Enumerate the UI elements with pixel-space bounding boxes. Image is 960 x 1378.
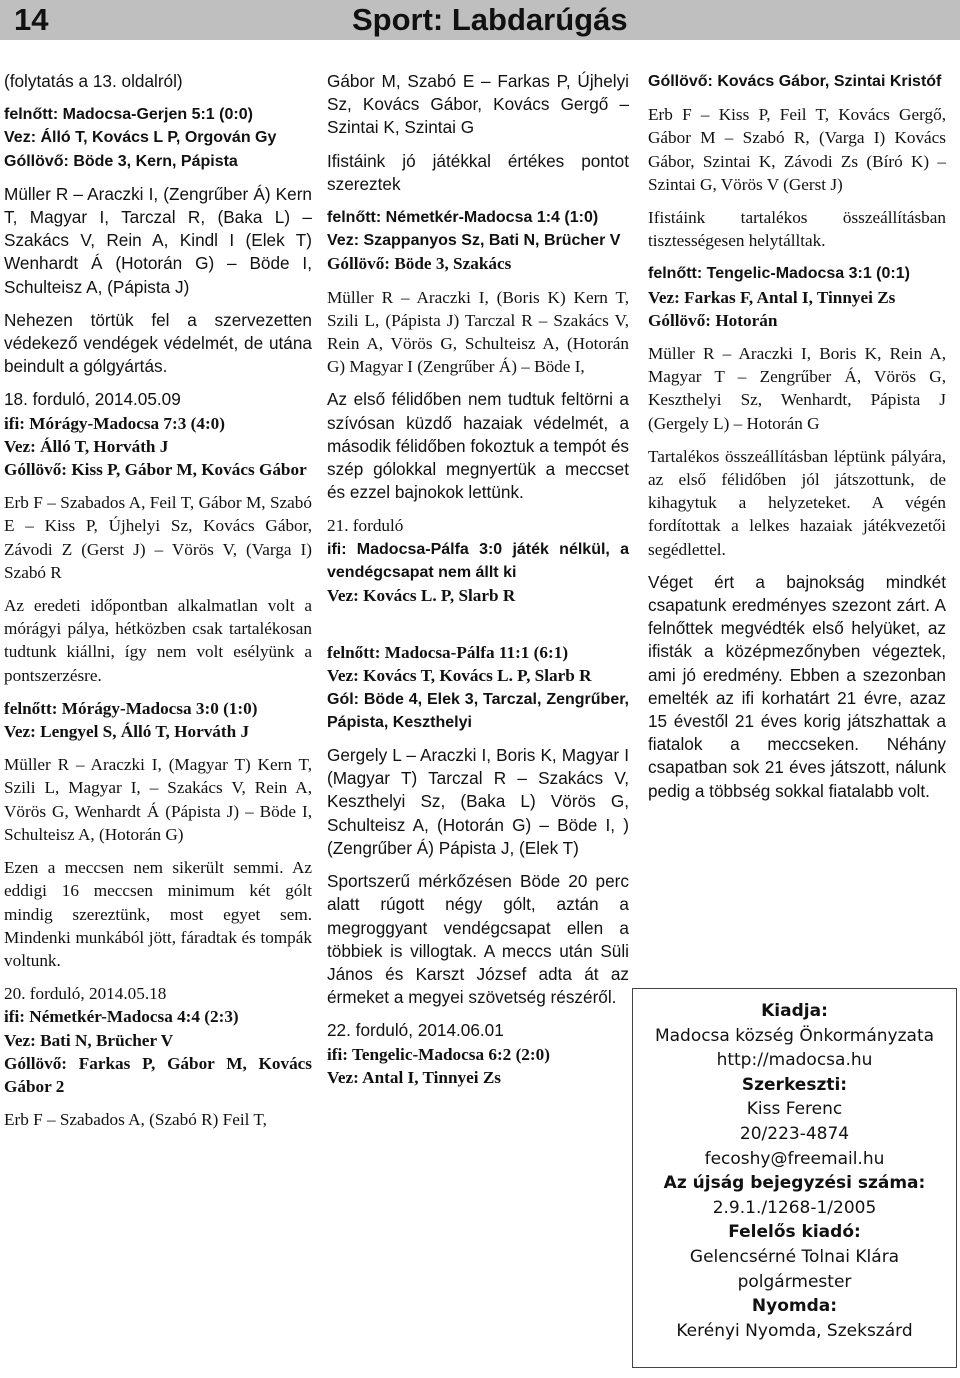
- match-report: [648, 70, 946, 93]
- match-report: [327, 514, 629, 607]
- match-title: felnőtt: Németkér-Madocsa 1:4 (1:0): [327, 209, 599, 227]
- responsible-publisher-label: Felelős kiadó:: [728, 1222, 861, 1243]
- referees: Vez: Antal I, Tinnyei Zs: [327, 1067, 501, 1087]
- lineup: Erb F – Szabados A, Feil T, Gábor M, Szabó E – Kiss P, Újhelyi Sz, Kovács Gábor, Závodi Z (Gerst J) – Vörös V, (Varga I) Szabó R: [4, 493, 312, 582]
- phone-number: 20/223-4874: [739, 1123, 850, 1144]
- lineup: Erb F – Kiss P, Feil T, Kovács Gergő, Gábor M – Szabó R, (Varga I) Kovács Gábor, Szintai K, Závodi Zs (Bíró K) – Szintai G, Vörös V (Gerst J): [648, 105, 946, 194]
- match-note: Sportszerű mérkőzésen Böde 20 perc alatt rúgott négy gólt, aztán a megroggyant vendégcsapat ellen a többiek is villogtak. A meccs után Süli János és Karszt József adta át az érmeket a megyei szövetség részéről.: [327, 871, 629, 1008]
- referees: Vez: Álló T, Horváth J: [4, 436, 169, 456]
- match-title: ifi: Tengelic-Madocsa 6:2 (2:0): [327, 1044, 550, 1064]
- referees: Vez: Kovács L. P, Slarb R: [327, 586, 516, 606]
- printer-name: Kerényi Nyomda, Szekszárd: [676, 1320, 913, 1341]
- goal-scorers: Góllövő: Böde 3, Kern, Pápista: [4, 152, 238, 170]
- responsible-publisher-name: Gelencsérné Tolnai Klára: [689, 1246, 900, 1267]
- goal-scorers: Góllövő: Kovács Gábor, Szintai Kristóf: [648, 73, 942, 90]
- responsible-publisher-title: polgármester: [737, 1271, 852, 1292]
- match-title: felnőtt: Madocsa-Pálfa 11:1 (6:1): [327, 643, 569, 663]
- referees: Vez: Farkas F, Antal I, Tinnyei Zs: [648, 287, 896, 307]
- referees: Vez: Szappanyos Sz, Bati N, Brücher V: [327, 232, 621, 250]
- match-note: Nehezen törtük fel a szervezetten védekező vendégek védelmét, de utána beindult a gólgyártás.: [4, 309, 312, 377]
- match-report: [4, 982, 312, 1098]
- goal-scorers: Góllövő: Kiss P, Gábor M, Kovács Gábor: [4, 460, 307, 480]
- referees: Vez: Bati N, Brücher V: [4, 1030, 174, 1050]
- publisher: Madocsa község Önkormányzata: [654, 1025, 935, 1046]
- match-note: Ifistáink jó játékkal értékes pontot szereztek: [327, 150, 629, 194]
- referees: Vez: Álló T, Kovács L P, Orgován Gy: [4, 129, 277, 147]
- lineup: Müller R – Araczki I, Boris K, Rein A, Magyar T – Zengrűber Á, Vörös G, Keszthelyi Sz, Wenhardt, Pápista J (Gergely L) – Hotorán G: [648, 344, 946, 433]
- match-report: [327, 1019, 629, 1089]
- editor-label: Szerkeszti:: [741, 1074, 848, 1095]
- season-summary: Véget ért a bajnokság mindkét csapatunk eredményes szezont zárt. A felnőttek megvédték első helyüket, az ifisták a középmezőnyben végeztek, ami jó eredmény. Ebben a szezonban emelték az ifi korhatárt 21 évre, azaz 15 évestől 21 éves korig játszhattak a fiatalok a meccseken. Néhány csapatban sok 21 éves játszott, nálunk pedig a többség sokkal fiatalabb volt.: [648, 571, 946, 801]
- goal-scorers: Góllövő: Farkas P, Gábor M, Kovács Gábor 2: [4, 1053, 312, 1096]
- match-note: Az eredeti időpontban alkalmatlan volt a mórágyi pálya, hétközben csak tartalékosan tudtunk kiállni, így nem volt esélyünk a pontszerzésre.: [4, 596, 312, 685]
- email-address: fecoshy@freemail.hu: [704, 1148, 885, 1169]
- match-title: ifi: Mórágy-Madocsa 7:3 (4:0): [4, 413, 225, 433]
- match-title: felnőtt: Madocsa-Gerjen 5:1 (0:0): [4, 106, 253, 124]
- column-1: [4, 70, 312, 1131]
- website-url: http://madocsa.hu: [716, 1050, 873, 1071]
- match-title: felnőtt: Mórágy-Madocsa 3:0 (1:0): [4, 698, 258, 718]
- match-title: felnőtt: Tengelic-Madocsa 3:1 (0:1): [648, 265, 910, 283]
- page-header: [0, 0, 960, 40]
- goal-scorers: Gól: Böde 4, Elek 3, Tarczal, Zengrűber, Pápista, Keszthelyi: [327, 690, 629, 731]
- match-note: Ifistáink tartalékos összeállításban tisztességesen helytálltak.: [648, 208, 946, 251]
- round-date: 20. forduló, 2014.05.18: [4, 984, 167, 1004]
- publisher-label: Kiadja:: [761, 1001, 828, 1021]
- column-2: [327, 70, 629, 1089]
- lineup: Müller R – Araczki I, (Magyar T) Kern T, Szili L, Magyar I, – Szakács V, Rein A, Vörös G, Wenhardt Á (Pápista J) – Böde I, Schulteisz A, (Hotorán G): [4, 755, 312, 844]
- continuation-note: (folytatás a 13. oldalról): [4, 71, 183, 91]
- match-report: [327, 206, 629, 276]
- match-note: Ezen a meccsen nem sikerült semmi. Az eddigi 16 meccsen minimum két gólt mindig szereztünk, most egyet sem. Mindenki munkából jött, fáradtak és tompák voltunk.: [4, 858, 312, 970]
- registration-number: 2.9.1./1268-1/2005: [712, 1197, 877, 1218]
- lineup: Erb F – Szabados A, (Szabó R) Feil T,: [4, 1110, 267, 1130]
- match-report: [4, 103, 312, 173]
- section-title: Sport: Labdarúgás: [352, 2, 628, 37]
- match-report: [327, 641, 629, 734]
- editor-name: Kiss Ferenc: [746, 1099, 843, 1120]
- match-title: ifi: Németkér-Madocsa 4:4 (2:3): [4, 1007, 239, 1027]
- referees: Vez: Lengyel S, Álló T, Horváth J: [4, 722, 250, 742]
- match-report: [4, 388, 312, 481]
- match-report: [4, 697, 312, 743]
- registration-label: Az újság bejegyzési száma:: [663, 1173, 926, 1194]
- lineup: Gábor M, Szabó E – Farkas P, Újhelyi Sz, Kovács Gábor, Kovács Gergő – Szintai K, Szintai G: [327, 71, 629, 138]
- round-label: 21. forduló: [327, 516, 404, 536]
- match-title: ifi: Madocsa-Pálfa 3:0 játék nélkül, a vendégcsapat nem állt ki: [327, 540, 629, 581]
- column-3: [648, 70, 946, 803]
- lineup: Müller R – Araczki I, (Boris K) Kern T, Szili L, (Pápista J) Tarczal R – Szakács V, Rein A, Vörös G, Schulteisz A, (Hotorán G) Magyar I (Zengrűber Á) – Böde I,: [327, 287, 629, 377]
- lineup: Müller R – Araczki I, (Zengrűber Á) Kern T, Magyar I, Tarczal R, (Baka L) – Szakács V, Rein A, Kindl I (Elek T) Wenhardt Á (Hotorán G) – Böde I, Schulteisz A, (Pápista J): [4, 183, 312, 297]
- match-report: [648, 262, 946, 332]
- round-date: 22. forduló, 2014.06.01: [327, 1020, 504, 1041]
- match-note: Tartalékos összeállításban léptünk pályára, az első félidőben jól játszottunk, de kihagytuk a helyzeteket. A végén fordítottak a lelkes hazaiak játékvezetői segédlettel.: [648, 446, 946, 559]
- imprint-box: [632, 988, 957, 1368]
- goal-scorers: Góllövő: Böde 3, Szakács: [327, 254, 512, 274]
- goal-scorers: Góllövő: Hotorán: [648, 310, 778, 330]
- page-number: 14: [14, 2, 49, 37]
- printer-label: Nyomda:: [751, 1296, 838, 1317]
- match-note: Az első félidőben nem tudtuk feltörni a szívósan küzdő hazaiak védelmét, a második félidőben fokoztuk a tempót és szép gólokkal megnyertük a meccset és ezzel bajnokok lettünk.: [327, 389, 629, 503]
- round-date: 18. forduló, 2014.05.09: [4, 389, 181, 410]
- referees: Vez: Kovács T, Kovács L. P, Slarb R: [327, 666, 592, 686]
- lineup: Gergely L – Araczki I, Boris K, Magyar I (Magyar T) Tarczal R – Szakács V, Keszthelyi Sz, (Baka L) Vörös G, Schulteisz A, (Hotorán G) – Böde I, ) (Zengrűber Á) Pápista J, (Elek T): [327, 745, 629, 858]
